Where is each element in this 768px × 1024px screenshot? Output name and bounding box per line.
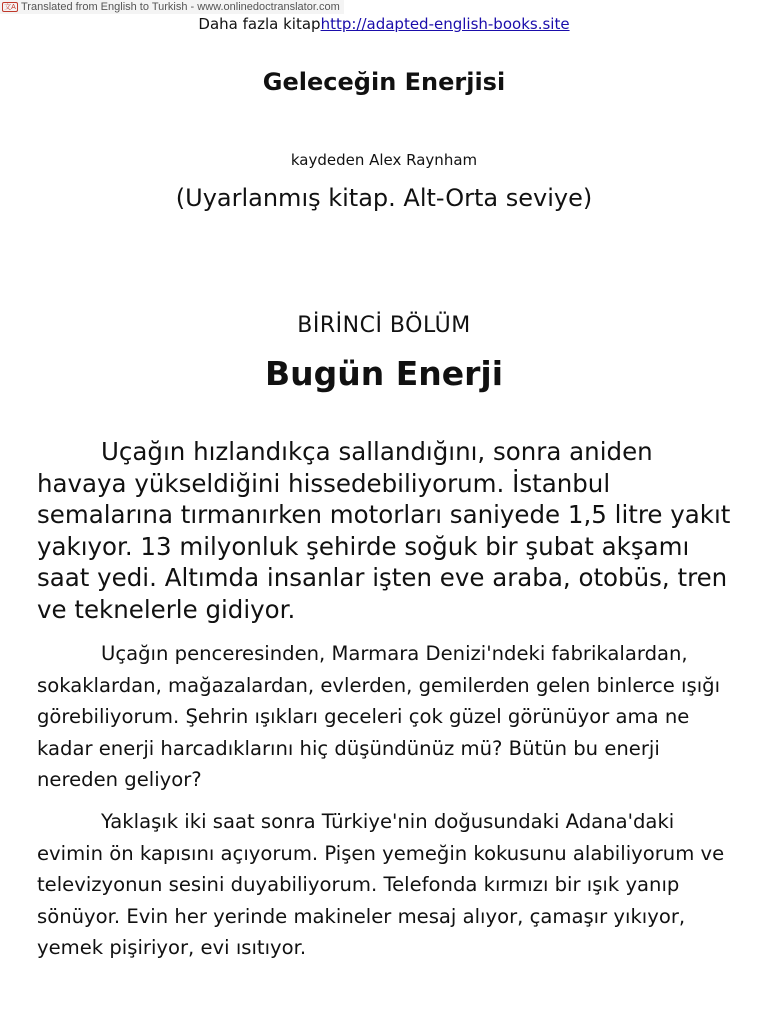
book-level: (Uyarlanmış kitap. Alt-Orta seviye) (175, 184, 593, 212)
book-title: Geleceğin Enerjisi (262, 68, 506, 96)
more-books-link[interactable]: http://adapted-english-books.site (320, 15, 570, 33)
translator-banner[interactable] (0, 0, 344, 14)
paragraph-3: Yaklaşık iki saat sonra Türkiye'nin doğusundaki Adana'daki evimin ön kapısını açıyorum. Pişen yemeğin kokusunu alabiliyorum ve televizyonun sesini duyabiliyorum. Telefonda kırmızı bir ışık yanıp sönüyor. Evin her yerinde makineler mesaj alıyor, çamaşır yıkıyor, yemek pişiriyor, evi ısıtıyor. (37, 810, 725, 960)
chapter-title: Bugün Enerji (264, 354, 504, 393)
more-books-label: Daha fazla kitap (198, 15, 321, 33)
translate-icon: 文A (2, 2, 18, 12)
paragraph-2: Uçağın penceresinden, Marmara Denizi'ndeki fabrikalardan, sokaklardan, mağazalardan, evlerden, gemilerden gelen binlerce ışığı görebiliyorum. Şehrin ışıkları geceleri çok güzel görünüyor ama ne kadar enerji harcadıklarını hiç düşündünüz mü? Bütün bu enerji nereden geliyor? (37, 642, 721, 792)
book-author: kaydeden Alex Raynham (290, 151, 478, 169)
more-books-line (0, 14, 768, 34)
chapter-number: BİRİNCİ BÖLÜM (297, 313, 471, 338)
translator-banner-text[interactable]: Translated from English to Turkish - www.onlinedoctranslator.com (21, 1, 340, 13)
paragraph-1: Uçağın hızlandıkça sallandığını, sonra aniden havaya yükseldiğini hissedebiliyorum. İstanbul semalarına tırmanırken motorları saniyede 1,5 litre yakıt yakıyor. 13 milyonluk şehirde soğuk bir şubat akşamı saat yedi. Altımda insanlar işten eve araba, otobüs, tren ve teknelerle gidiyor. (37, 437, 731, 624)
